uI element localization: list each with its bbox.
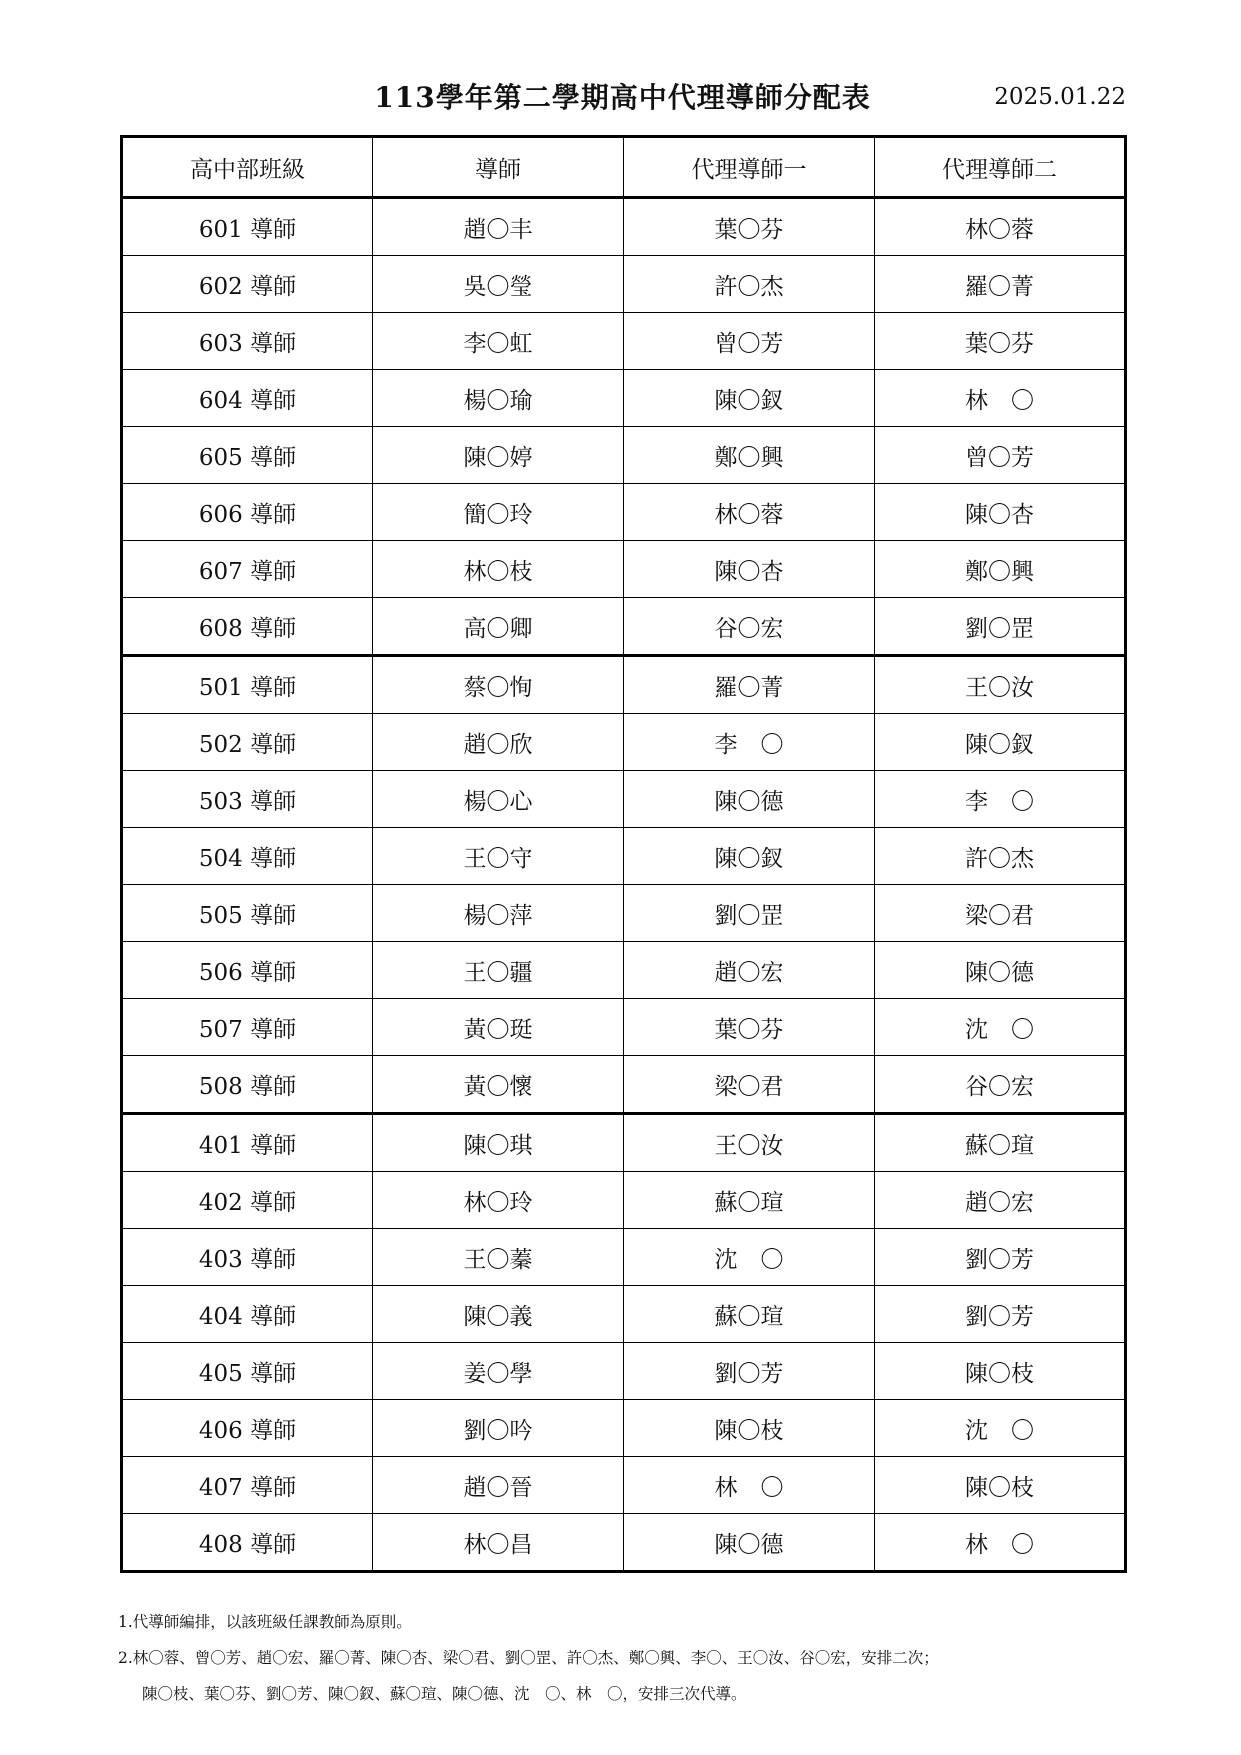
footnotes [118,1604,1128,1712]
homeroom-teacher-cell: 楊〇萍 [373,885,624,942]
substitute-one-cell: 林 〇 [624,1457,875,1514]
homeroom-teacher-cell: 林〇玲 [373,1172,624,1229]
table-body [122,198,1126,1572]
substitute-one-cell: 陳〇德 [624,771,875,828]
table-row [122,598,1126,656]
table-row [122,885,1126,942]
homeroom-teacher-cell: 蔡〇恂 [373,656,624,714]
homeroom-teacher-cell: 簡〇玲 [373,484,624,541]
substitute-two-cell: 李 〇 [875,771,1126,828]
table-row [122,1056,1126,1114]
class-cell: 501 導師 [122,656,373,714]
class-cell: 605 導師 [122,427,373,484]
class-cell: 407 導師 [122,1457,373,1514]
substitute-one-cell: 谷〇宏 [624,598,875,656]
substitute-one-cell: 葉〇芬 [624,198,875,256]
substitute-one-cell: 李 〇 [624,714,875,771]
substitute-two-cell: 曾〇芳 [875,427,1126,484]
table-row [122,370,1126,427]
class-cell: 504 導師 [122,828,373,885]
class-cell: 403 導師 [122,1229,373,1286]
class-cell: 607 導師 [122,541,373,598]
homeroom-teacher-cell: 李〇虹 [373,313,624,370]
substitute-two-cell: 鄭〇興 [875,541,1126,598]
class-cell: 601 導師 [122,198,373,256]
table-row [122,1514,1126,1572]
substitute-teacher-table [120,135,1127,1573]
table-row [122,999,1126,1056]
homeroom-teacher-cell: 黃〇珽 [373,999,624,1056]
class-cell: 402 導師 [122,1172,373,1229]
column-header: 代理導師二 [875,137,1126,198]
substitute-one-cell: 曾〇芳 [624,313,875,370]
table-row [122,256,1126,313]
homeroom-teacher-cell: 趙〇欣 [373,714,624,771]
substitute-one-cell: 陳〇釵 [624,828,875,885]
homeroom-teacher-cell: 趙〇丰 [373,198,624,256]
table-row [122,714,1126,771]
table-row [122,1286,1126,1343]
substitute-two-cell: 陳〇釵 [875,714,1126,771]
class-cell: 401 導師 [122,1114,373,1172]
class-cell: 408 導師 [122,1514,373,1572]
homeroom-teacher-cell: 楊〇瑜 [373,370,624,427]
class-cell: 405 導師 [122,1343,373,1400]
homeroom-teacher-cell: 趙〇晉 [373,1457,624,1514]
substitute-two-cell: 沈 〇 [875,999,1126,1056]
class-cell: 506 導師 [122,942,373,999]
substitute-one-cell: 王〇汝 [624,1114,875,1172]
table-row [122,828,1126,885]
homeroom-teacher-cell: 吳〇瑩 [373,256,624,313]
column-header: 高中部班級 [122,137,373,198]
substitute-one-cell: 羅〇菁 [624,656,875,714]
class-cell: 502 導師 [122,714,373,771]
column-header: 代理導師一 [624,137,875,198]
class-cell: 507 導師 [122,999,373,1056]
substitute-one-cell: 趙〇宏 [624,942,875,999]
substitute-one-cell: 蘇〇瑄 [624,1172,875,1229]
substitute-two-cell: 王〇汝 [875,656,1126,714]
table-row [122,1172,1126,1229]
table-row [122,313,1126,370]
note-2-continued: 陳〇枝、葉〇芬、劉〇芳、陳〇釵、蘇〇瑄、陳〇德、沈 〇、林 〇，安排三次代導。 [142,1685,747,1703]
substitute-one-cell: 許〇杰 [624,256,875,313]
substitute-one-cell: 梁〇君 [624,1056,875,1114]
substitute-two-cell: 許〇杰 [875,828,1126,885]
substitute-one-cell: 林〇蓉 [624,484,875,541]
substitute-two-cell: 羅〇菁 [875,256,1126,313]
substitute-two-cell: 葉〇芬 [875,313,1126,370]
note-1: 1.代導師編排，以該班級任課教師為原則。 [118,1613,412,1631]
table-row [122,1114,1126,1172]
class-cell: 608 導師 [122,598,373,656]
class-cell: 505 導師 [122,885,373,942]
substitute-two-cell: 陳〇枝 [875,1343,1126,1400]
substitute-two-cell: 谷〇宏 [875,1056,1126,1114]
substitute-one-cell: 沈 〇 [624,1229,875,1286]
homeroom-teacher-cell: 陳〇琪 [373,1114,624,1172]
substitute-one-cell: 鄭〇興 [624,427,875,484]
table-row [122,484,1126,541]
class-cell: 604 導師 [122,370,373,427]
table-row [122,427,1126,484]
table-header-row [122,137,1126,198]
substitute-one-cell: 劉〇芳 [624,1343,875,1400]
substitute-one-cell: 陳〇釵 [624,370,875,427]
homeroom-teacher-cell: 王〇疆 [373,942,624,999]
class-cell: 606 導師 [122,484,373,541]
substitute-two-cell: 劉〇芳 [875,1229,1126,1286]
substitute-two-cell: 沈 〇 [875,1400,1126,1457]
substitute-two-cell: 陳〇枝 [875,1457,1126,1514]
substitute-two-cell: 林 〇 [875,370,1126,427]
homeroom-teacher-cell: 楊〇心 [373,771,624,828]
class-cell: 508 導師 [122,1056,373,1114]
homeroom-teacher-cell: 王〇守 [373,828,624,885]
substitute-one-cell: 陳〇德 [624,1514,875,1572]
homeroom-teacher-cell: 王〇蓁 [373,1229,624,1286]
substitute-two-cell: 陳〇杏 [875,484,1126,541]
substitute-two-cell: 林 〇 [875,1514,1126,1572]
homeroom-teacher-cell: 林〇昌 [373,1514,624,1572]
homeroom-teacher-cell: 林〇枝 [373,541,624,598]
substitute-two-cell: 林〇蓉 [875,198,1126,256]
substitute-one-cell: 劉〇罡 [624,885,875,942]
table-row [122,942,1126,999]
substitute-two-cell: 陳〇德 [875,942,1126,999]
document-date: 2025.01.22 [994,84,1126,110]
class-cell: 602 導師 [122,256,373,313]
substitute-two-cell: 趙〇宏 [875,1172,1126,1229]
table-row [122,1400,1126,1457]
homeroom-teacher-cell: 高〇卿 [373,598,624,656]
table-row [122,1343,1126,1400]
substitute-two-cell: 劉〇芳 [875,1286,1126,1343]
homeroom-teacher-cell: 黃〇懷 [373,1056,624,1114]
page-title: 113學年第二學期高中代理導師分配表 [374,81,871,114]
class-cell: 503 導師 [122,771,373,828]
table-row [122,771,1126,828]
table-row [122,541,1126,598]
substitute-two-cell: 劉〇罡 [875,598,1126,656]
substitute-two-cell: 蘇〇瑄 [875,1114,1126,1172]
substitute-one-cell: 陳〇枝 [624,1400,875,1457]
substitute-one-cell: 葉〇芬 [624,999,875,1056]
homeroom-teacher-cell: 劉〇吟 [373,1400,624,1457]
table-row [122,1229,1126,1286]
class-cell: 406 導師 [122,1400,373,1457]
substitute-one-cell: 蘇〇瑄 [624,1286,875,1343]
table-row [122,656,1126,714]
table-row [122,198,1126,256]
substitute-two-cell: 梁〇君 [875,885,1126,942]
table-row [122,1457,1126,1514]
class-cell: 404 導師 [122,1286,373,1343]
homeroom-teacher-cell: 陳〇婷 [373,427,624,484]
homeroom-teacher-cell: 陳〇義 [373,1286,624,1343]
substitute-one-cell: 陳〇杏 [624,541,875,598]
note-2: 2.林〇蓉、曾〇芳、趙〇宏、羅〇菁、陳〇杏、梁〇君、劉〇罡、許〇杰、鄭〇興、李〇、王〇汝、谷〇宏，安排二次； [118,1649,939,1667]
column-header: 導師 [373,137,624,198]
class-cell: 603 導師 [122,313,373,370]
homeroom-teacher-cell: 姜〇學 [373,1343,624,1400]
